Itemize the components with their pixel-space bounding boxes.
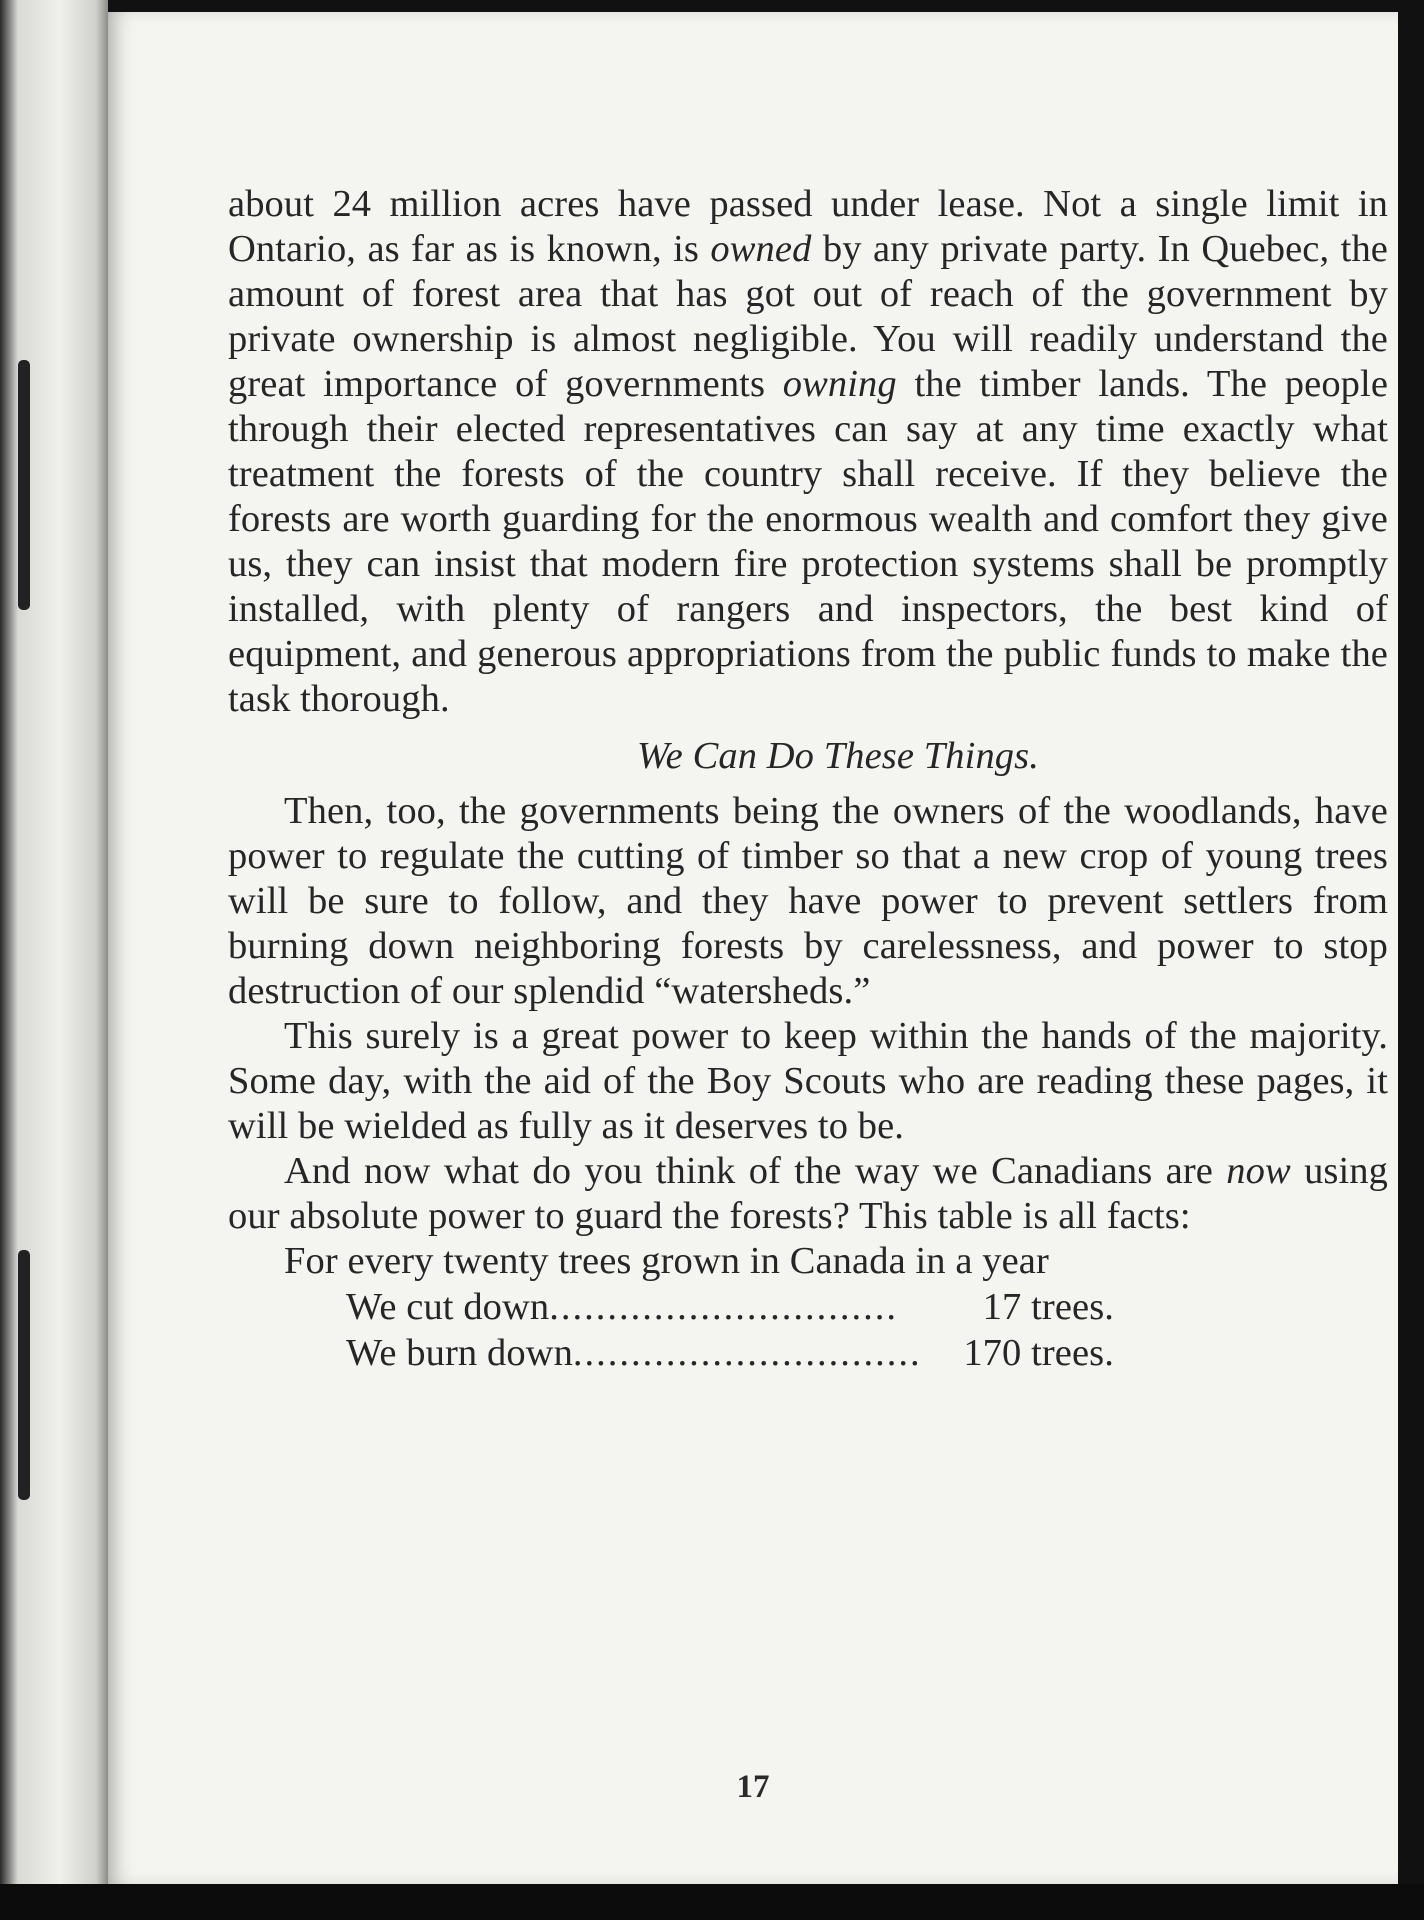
paragraph-2: Then, too, the governments being the owners of the woodlands, have power to regulate the cutting of timber so that a new crop of young trees will be sure to follow, and they have power to prevent settlers from burning down neighboring forests by carelessness, and power to stop destruction of our splendid “watersheds.” [228,790,1388,1012]
text-run: by any private party. In Quebec, the amount of forest area that has got out of reach of the government by private ownership is almost negligible. You will readily understand the great importance of governments [228,228,1388,405]
table-value: 17 trees. [982,1286,1114,1328]
leader-dots: .............................. [549,1286,899,1328]
italic-word: owning [782,363,897,405]
page-text [228,182,1388,1376]
binding-mark [18,1250,30,1500]
leader-dots: .............................. [572,1332,922,1374]
paragraph-1 [228,182,1388,722]
binding-mark [18,360,30,610]
italic-word: now [1226,1150,1291,1192]
page-number: 17 [736,1769,770,1805]
text-run: And now what do you think of the way we Canadians are [284,1150,1227,1192]
text-run: using our absolute power to guard the forests? This table is all facts: [228,1150,1389,1237]
paragraph-5: For every twenty trees grown in Canada in a year [284,1240,1049,1282]
left-page-edge [0,0,108,1890]
book-page [108,12,1398,1884]
table-row [346,1284,1114,1330]
scan-border [0,1884,1424,1920]
paragraph-3: This surely is a great power to keep within the hands of the majority. Some day, with the aid of the Boy Scouts who are reading these pages, it will be wielded as fully as it deserves to be. [228,1015,1388,1147]
paragraph-4 [228,1149,1388,1239]
table-value: 170 trees. [963,1332,1114,1374]
table-label: We burn down [346,1332,573,1374]
text-run: the timber lands. The people through their elected representatives can say at any time exactly what treatment the forests of the country shall receive. If they believe the forests are worth guarding for the enormous wealth and comfort they give us, they can insist that modern fire protection systems shall be promptly installed, with plenty of rangers and inspectors, the best kind of equipment, and generous appropriations from the public funds to make the task thorough. [228,363,1389,720]
table-label: We cut down [346,1286,550,1328]
text-run: about 24 million acres have passed under lease. Not a single limit in Ontario, as far as is known, is [228,183,1388,270]
italic-word: owned [710,228,812,270]
table-row [346,1330,1114,1376]
section-heading: We Can Do These Things. [637,735,1039,777]
